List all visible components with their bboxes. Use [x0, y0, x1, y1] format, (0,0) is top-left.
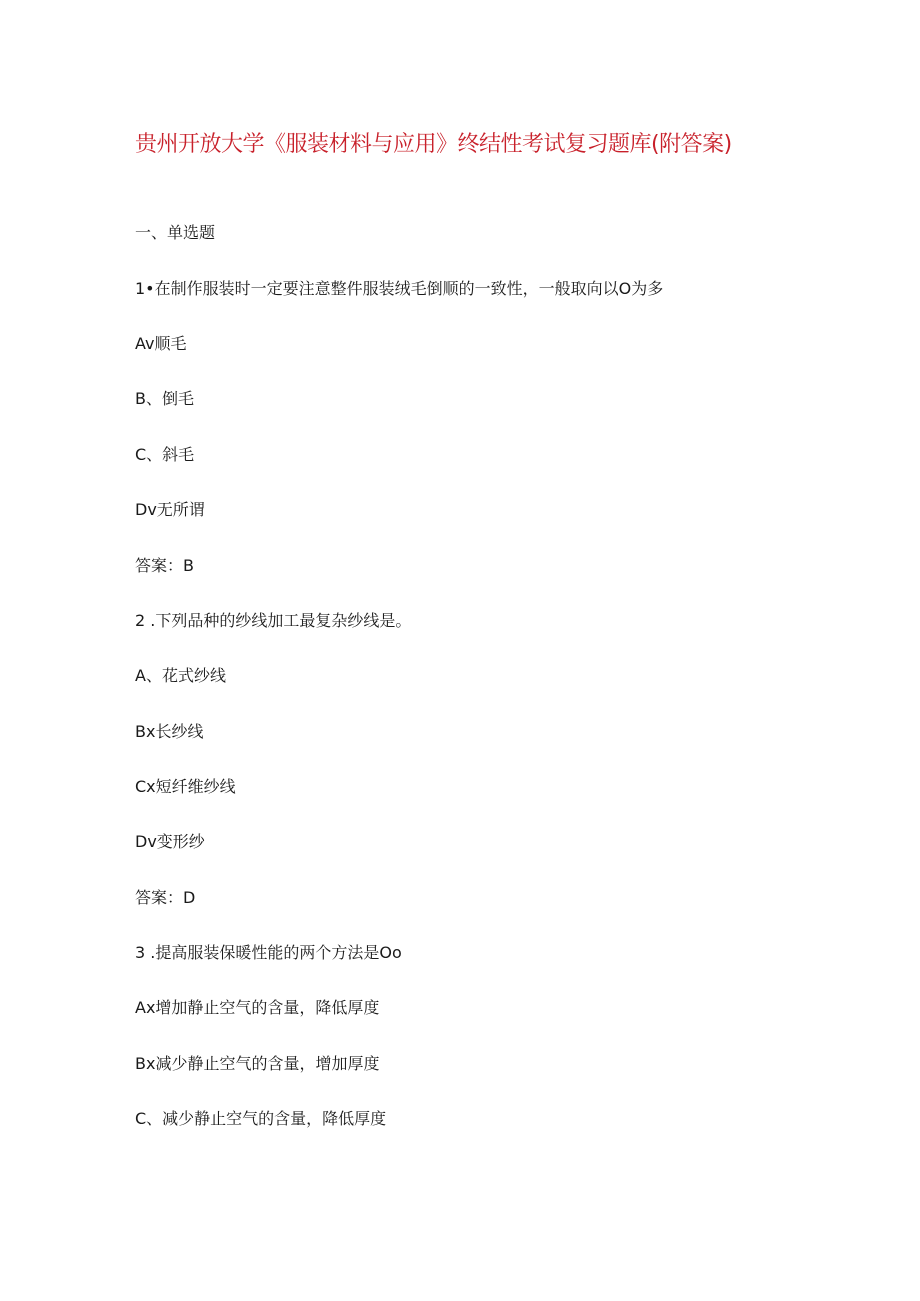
question-1-option-b: B、倒毛	[135, 389, 194, 408]
question-1-stem: 1•在制作服装时一定要注意整件服装绒毛倒顺的一致性，一般取向以O为多	[135, 279, 664, 298]
question-2-answer: 答案：D	[135, 888, 196, 907]
question-3-option-a: Ax增加静止空气的含量，降低厚度	[135, 998, 380, 1017]
question-3-option-b: Bx减少静止空气的含量，增加厚度	[135, 1054, 380, 1073]
question-1-option-d: Dv无所谓	[135, 500, 205, 519]
question-1-answer: 答案：B	[135, 556, 194, 575]
section-heading: 一、单选题	[135, 223, 216, 242]
question-1-option-a: Av顺毛	[135, 334, 187, 353]
question-2-option-a: A、花式纱线	[135, 666, 226, 685]
question-2-option-d: Dv变形纱	[135, 832, 205, 851]
question-3-option-c: C、减少静止空气的含量，降低厚度	[135, 1109, 387, 1128]
question-1-option-c: C、斜毛	[135, 445, 195, 464]
question-2-stem: 2 .下列品种的纱线加工最复杂纱线是。	[135, 611, 412, 630]
document-title: 贵州开放大学《服装材料与应用》终结性考试复习题库(附答案)	[135, 132, 732, 157]
question-3-stem: 3 .提高服装保暖性能的两个方法是Oo	[135, 943, 402, 962]
question-2-option-b: Bx长纱线	[135, 722, 204, 741]
question-2-option-c: Cx短纤维纱线	[135, 777, 236, 796]
